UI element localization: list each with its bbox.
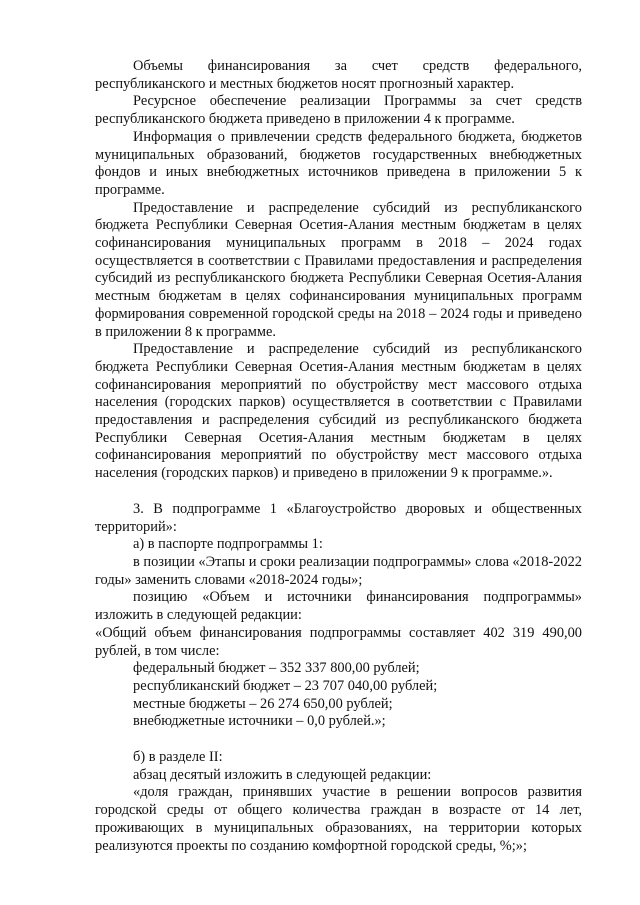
paragraph-financing-forecast: Объемы финансирования за счет средств федерального, республиканского и местных бюджетов носят прогнозный характер. <box>95 58 582 92</box>
paragraph-item-b: б) в разделе II: <box>133 749 223 766</box>
paragraph-citizens-share: «доля граждан, принявших участие в решении вопросов развития городской среды от общего количества граждан в возрасте от 14 лет, проживающих в муниципальных образованиях, на территории которых реализуются проекты по созданию комфортной городской среды, %;»; <box>95 784 582 854</box>
section-gap <box>95 731 582 749</box>
paragraph-subsidies-programs: Предоставление и распределение субсидий из республиканского бюджета Республики Северная Осетия-Алания местным бюджетам в целях софинансирования муниципальных программ в 2018 – 2024 годах осуществляется в соответствии с Правилами предоставления и распределения субсидий из республиканского бюджета Республики Северная Осетия-Алания местным бюджетам в целях софинансирования муниципальных программ формирования современной городской среды на 2018 – 2024 годы и приведено в приложении 8 к программе. <box>95 199 582 340</box>
paragraph-tenth-paragraph: абзац десятый изложить в следующей редакции: <box>133 766 432 783</box>
paragraph-total-volume: «Общий объем финансирования подпрограммы составляет 402 319 490,00 рублей, в том числе: <box>95 624 582 659</box>
paragraph-item-a: а) в паспорте подпрограммы 1: <box>133 536 323 553</box>
document-page <box>95 58 582 855</box>
paragraph-resource-support: Ресурсное обеспечение реализации Программы за счет средств республиканского бюджета приведено в приложении 4 к программе. <box>95 93 582 128</box>
paragraph-federal-funds-info: Информация о привлечении средств федерального бюджета, бюджетов муниципальных образований, бюджетов государственных внебюджетных фондов и иных внебюджетных источников приведена в приложении 5 к программе. <box>95 128 582 198</box>
paragraph-republic-budget: республиканский бюджет – 23 707 040,00 рублей; <box>133 677 438 694</box>
section-gap <box>95 483 582 501</box>
paragraph-stages-position: в позиции «Этапы и сроки реализации подпрограммы» слова «2018-2022 годы» заменить словами «2018-2024 годы»; <box>95 553 582 588</box>
paragraph-subsidies-parks: Предоставление и распределение субсидий из республиканского бюджета Республики Северная Осетия-Алания местным бюджетам в целях софинансирования мероприятий по обустройству мест массового отдыха населения (городских парков) осуществляется в соответствии с Правилами предоставления и распределения субсидий из республиканского бюджета Республики Северная Осетия-Алания местным бюджетам в целях софинансирования мероприятий по обустройству мест массового отдыха населения (городских парков) и приведено в приложении 9 к программе.». <box>95 341 582 482</box>
paragraph-federal-budget: федеральный бюджет – 352 337 800,00 рублей; <box>133 660 420 677</box>
paragraph-local-budgets: местные бюджеты – 26 274 650,00 рублей; <box>133 695 393 712</box>
paragraph-extrabudgetary: внебюджетные источники – 0,0 рублей.»; <box>133 713 386 730</box>
paragraph-subprogram-1: 3. В подпрограмме 1 «Благоустройство дворовых и общественных территорий»: <box>95 500 582 535</box>
paragraph-volume-position: позицию «Объем и источники финансирования подпрограммы» изложить в следующей редакции: <box>95 589 582 624</box>
